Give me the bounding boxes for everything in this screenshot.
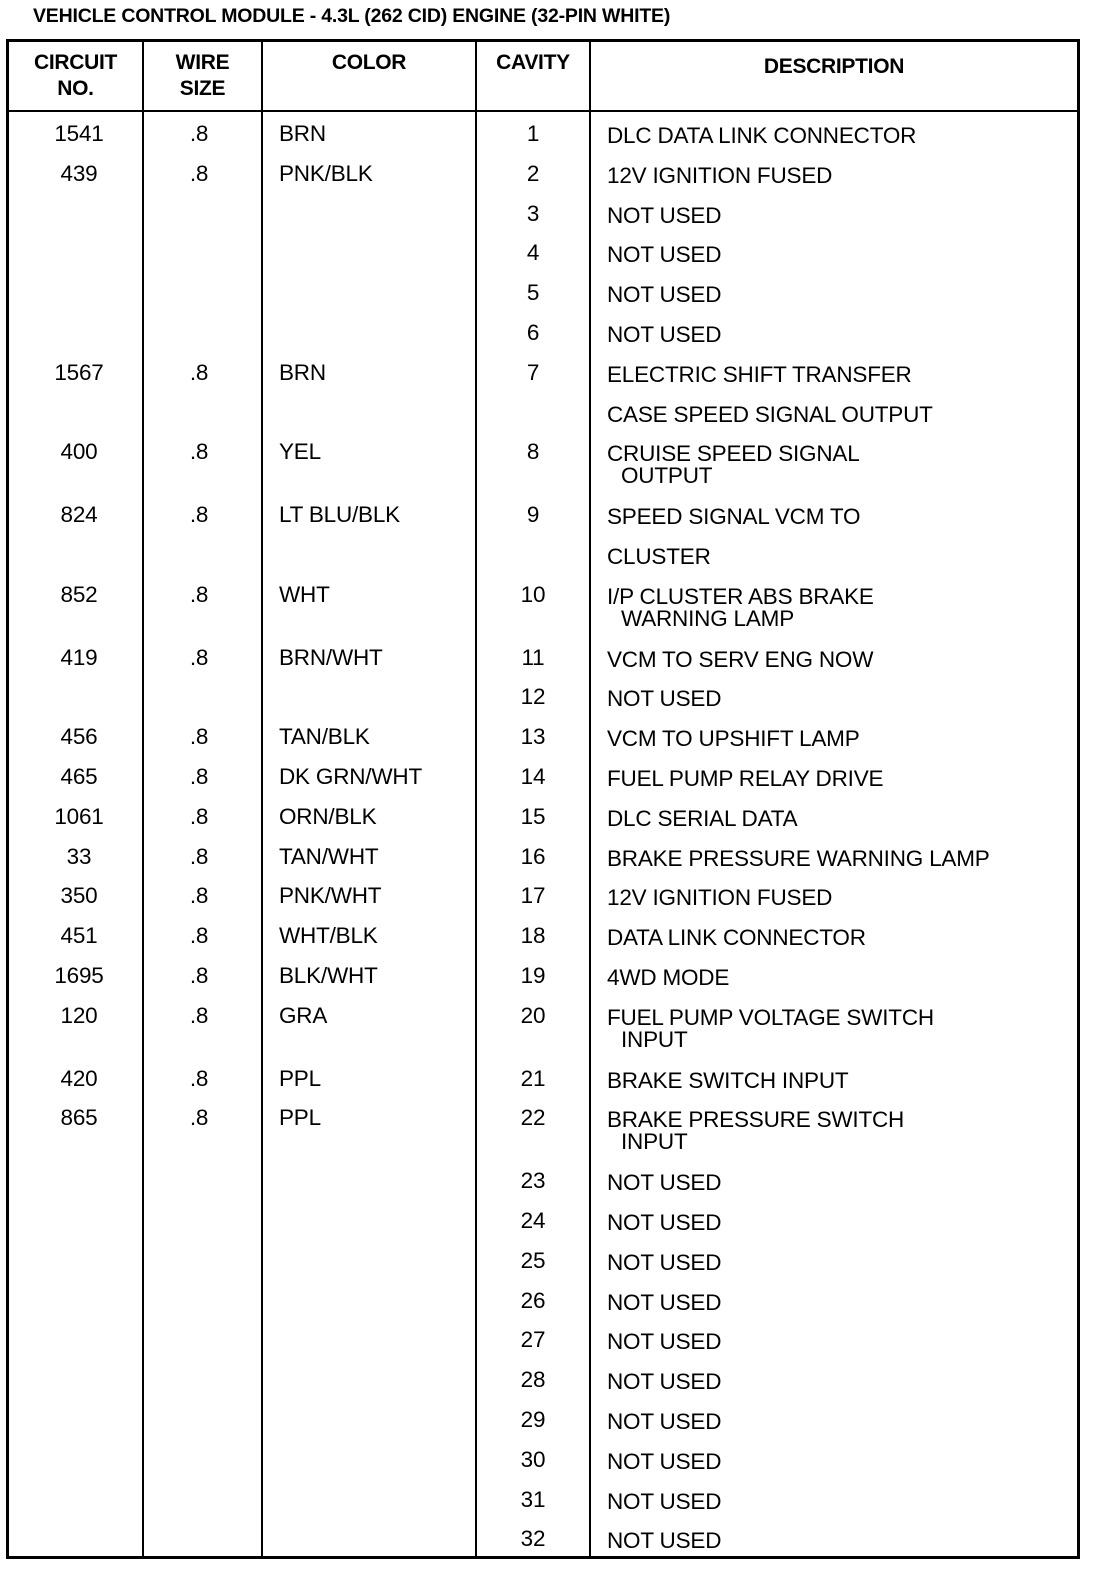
description — [607, 1249, 722, 1275]
cavity-no: 18 — [520, 923, 546, 949]
description — [607, 688, 721, 710]
wire-size: .8 — [189, 764, 209, 789]
description — [607, 1448, 722, 1474]
circuit-no: 451 — [60, 923, 98, 949]
description-line: OUTPUT — [621, 463, 713, 489]
circuit-no: 865 — [60, 1105, 98, 1131]
description — [607, 805, 798, 831]
cavity-no: 17 — [520, 883, 546, 909]
description — [607, 1109, 904, 1153]
circuit-no: 120 — [60, 1002, 98, 1028]
description — [607, 1411, 721, 1433]
wire-color: BRN/WHT — [279, 644, 383, 670]
cavity-no: 10 — [520, 581, 546, 607]
wire-size: .8 — [189, 1065, 209, 1091]
cavity-no: 15 — [520, 803, 546, 829]
circuit-no: 1695 — [54, 963, 104, 988]
description — [607, 967, 729, 989]
description-line: NOT USED — [607, 1289, 722, 1315]
cavity-no: 2 — [526, 160, 540, 186]
column-divider — [261, 42, 263, 1556]
wire-color: YEL — [279, 439, 321, 465]
description-line: NOT USED — [607, 1329, 722, 1355]
page-title: VEHICLE CONTROL MODULE - 4.3L (262 CID) ENGINE (32-PIN WHITE) — [33, 5, 671, 27]
description — [607, 728, 860, 750]
wire-color: TAN/WHT — [279, 843, 379, 869]
description-line: NOT USED — [607, 1448, 722, 1474]
wire-color: LT BLU/BLK — [279, 502, 400, 528]
header-cavity: CAVITY — [496, 51, 570, 74]
circuit-no: 420 — [60, 1065, 98, 1091]
header-color: COLOR — [331, 51, 407, 74]
description — [607, 324, 721, 346]
description-line: NOT USED — [607, 322, 722, 347]
description-line: BRAKE PRESSURE SWITCH — [607, 1107, 905, 1133]
description — [607, 845, 990, 871]
wire-size: .8 — [189, 923, 209, 949]
description — [607, 401, 933, 427]
wire-size: .8 — [189, 644, 209, 670]
description-line: I/P CLUSTER ABS BRAKE — [607, 583, 874, 609]
wire-color: ORN/BLK — [279, 803, 377, 829]
cavity-no: 21 — [520, 1065, 546, 1091]
cavity-no: 31 — [520, 1486, 546, 1512]
wire-color: BLK/WHT — [279, 963, 378, 988]
description-line: NOT USED — [607, 686, 722, 712]
wire-color: PNK/BLK — [279, 160, 373, 186]
description-line: DATA LINK CONNECTOR — [607, 925, 866, 951]
circuit-no: 419 — [60, 644, 98, 670]
cavity-no: 20 — [520, 1002, 546, 1028]
wire-color: PPL — [279, 1065, 321, 1091]
circuit-no: 1541 — [54, 121, 104, 146]
circuit-no: 1567 — [54, 359, 104, 385]
header-wire-size: WIRE SIZE — [175, 51, 230, 100]
wire-color: WHT/BLK — [279, 923, 378, 949]
wire-color: DK GRN/WHT — [279, 764, 422, 789]
cavity-no: 7 — [526, 359, 540, 385]
description — [607, 768, 883, 790]
description — [607, 646, 874, 672]
cavity-no: 26 — [520, 1287, 546, 1313]
column-divider — [475, 42, 477, 1556]
wire-size: .8 — [189, 724, 209, 750]
header-divider — [9, 110, 1077, 112]
circuit-no: 852 — [60, 581, 98, 607]
wire-size: .8 — [189, 160, 209, 186]
wire-size: .8 — [189, 359, 209, 385]
description — [607, 1289, 722, 1315]
cavity-no: 16 — [520, 843, 546, 869]
description-line: NOT USED — [607, 1528, 722, 1554]
cavity-no: 32 — [520, 1526, 546, 1552]
cavity-no: 14 — [520, 764, 546, 789]
cavity-no: 29 — [520, 1407, 546, 1432]
description-line: VCM TO UPSHIFT LAMP — [607, 726, 860, 752]
description — [607, 1331, 721, 1353]
description-line: BRAKE PRESSURE WARNING LAMP — [607, 845, 990, 871]
description — [607, 1067, 849, 1093]
circuit-no: 824 — [60, 502, 98, 528]
cavity-no: 4 — [526, 240, 540, 266]
description-line: NOT USED — [607, 1249, 722, 1275]
cavity-no: 9 — [526, 502, 540, 528]
description-line: NOT USED — [607, 1409, 722, 1434]
wire-size: .8 — [189, 803, 209, 829]
wire-size: .8 — [189, 502, 209, 528]
description — [607, 443, 860, 487]
description — [607, 361, 912, 387]
wire-color: PNK/WHT — [279, 883, 382, 909]
description-line: VCM TO SERV ENG NOW — [607, 646, 874, 672]
cavity-no: 22 — [520, 1105, 546, 1131]
cavity-no: 30 — [520, 1446, 546, 1472]
description-line: NOT USED — [607, 1210, 722, 1235]
description — [607, 583, 874, 631]
description — [607, 1004, 934, 1052]
wire-size: .8 — [189, 843, 209, 869]
cavity-no: 27 — [520, 1327, 546, 1353]
description-line: CLUSTER — [607, 544, 711, 569]
description — [607, 506, 860, 528]
description-line: BRAKE SWITCH INPUT — [607, 1067, 849, 1093]
description-line: CRUISE SPEED SIGNAL — [607, 441, 860, 467]
wire-color: WHT — [279, 581, 330, 607]
description-line: NOT USED — [607, 1369, 722, 1395]
wire-size: .8 — [189, 581, 209, 607]
description — [607, 1530, 721, 1552]
description-line: NOT USED — [607, 282, 722, 308]
description-line: FUEL PUMP RELAY DRIVE — [607, 766, 884, 791]
cavity-no: 12 — [520, 684, 546, 710]
cavity-no: 5 — [526, 280, 540, 306]
cavity-no: 3 — [526, 200, 540, 226]
header-description: DESCRIPTION — [763, 55, 905, 78]
description — [607, 284, 721, 306]
description — [607, 244, 721, 266]
description — [607, 202, 722, 228]
cavity-no: 24 — [520, 1208, 546, 1233]
description-line: INPUT — [621, 1026, 688, 1052]
description — [607, 927, 866, 949]
cavity-no: 25 — [520, 1247, 546, 1273]
description-line: DLC DATA LINK CONNECTOR — [607, 123, 917, 148]
description — [607, 1212, 721, 1234]
wire-color: TAN/BLK — [279, 724, 370, 750]
cavity-no: 19 — [520, 963, 546, 988]
description-line: SPEED SIGNAL VCM TO — [607, 504, 861, 530]
wire-size: .8 — [189, 883, 209, 909]
wire-color: PPL — [279, 1105, 321, 1131]
description — [607, 1371, 721, 1393]
description-line: ELECTRIC SHIFT TRANSFER — [607, 361, 912, 387]
cavity-no: 28 — [520, 1367, 546, 1393]
connector-table — [6, 39, 1080, 1559]
cavity-no: 1 — [526, 121, 540, 146]
cavity-no: 8 — [526, 439, 540, 465]
column-divider — [142, 42, 144, 1556]
description — [607, 887, 832, 909]
description-line: INPUT — [621, 1129, 688, 1155]
wire-size: .8 — [189, 1002, 209, 1028]
description-line: NOT USED — [607, 1488, 722, 1514]
circuit-no: 400 — [60, 439, 98, 465]
cavity-no: 13 — [520, 724, 546, 750]
cavity-no: 23 — [520, 1168, 546, 1194]
header-circuit-no: CIRCUIT NO. — [33, 51, 118, 100]
wire-size: .8 — [189, 1105, 209, 1131]
description-line: CASE SPEED SIGNAL OUTPUT — [607, 401, 933, 427]
wire-color: BRN — [279, 359, 326, 385]
description — [607, 162, 833, 188]
circuit-no: 350 — [60, 883, 98, 909]
cavity-no: 11 — [521, 644, 545, 670]
description-line: WARNING LAMP — [621, 605, 795, 631]
circuit-no: 439 — [60, 160, 98, 186]
description — [607, 125, 916, 147]
description — [607, 1488, 722, 1514]
description — [607, 1172, 721, 1194]
wire-color: BRN — [279, 121, 326, 146]
circuit-no: 465 — [60, 764, 98, 789]
description-line: DLC SERIAL DATA — [607, 805, 798, 831]
wire-size: .8 — [189, 121, 209, 146]
description-line: 12V IGNITION FUSED — [607, 885, 833, 911]
description — [607, 546, 711, 568]
column-divider — [589, 42, 591, 1556]
circuit-no: 1061 — [54, 803, 104, 829]
circuit-no: 33 — [66, 843, 92, 869]
description-line: NOT USED — [607, 1170, 722, 1196]
description-line: NOT USED — [607, 242, 722, 268]
circuit-no: 456 — [60, 724, 98, 750]
wire-color: GRA — [279, 1002, 328, 1028]
cavity-no: 6 — [526, 320, 540, 345]
description-line: 12V IGNITION FUSED — [607, 162, 833, 188]
description-line: 4WD MODE — [607, 965, 730, 990]
wire-size: .8 — [189, 439, 209, 465]
description-line: FUEL PUMP VOLTAGE SWITCH — [607, 1004, 934, 1030]
wire-size: .8 — [189, 963, 209, 988]
description-line: NOT USED — [607, 202, 722, 228]
